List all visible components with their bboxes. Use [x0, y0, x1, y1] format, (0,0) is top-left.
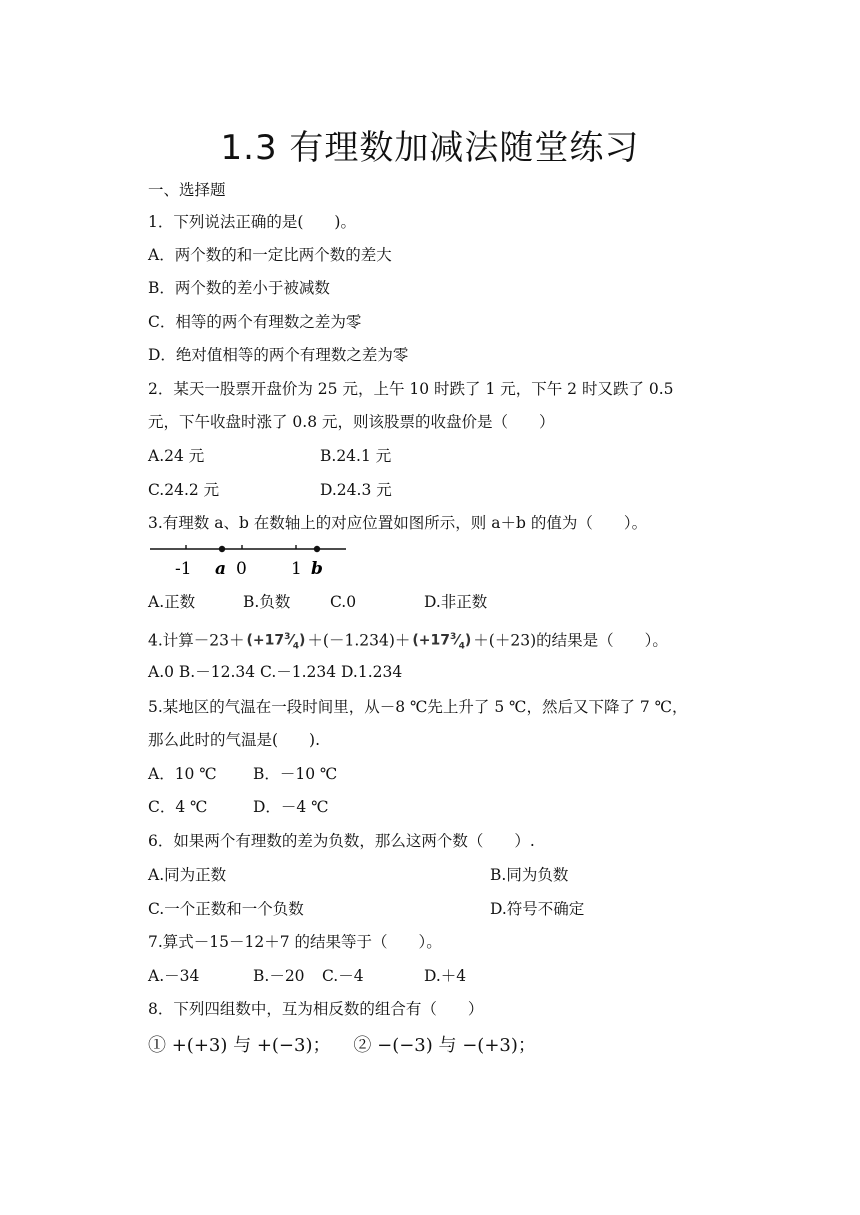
point-b	[314, 546, 320, 552]
question-2-option-d: D.24.3 元	[320, 481, 392, 499]
question-2-option-b: B.24.1 元	[320, 447, 392, 465]
question-7-option-a: A.－34	[148, 967, 200, 985]
label-0: 0	[236, 559, 247, 579]
mixed-number-image-1: $(+17^3⁄_4)$	[246, 632, 306, 652]
question-1-option-b: B．两个数的差小于被减数	[148, 279, 330, 297]
question-7-option-d: D.＋4	[424, 967, 467, 985]
question-2-stem-line1: 2．某天一股票开盘价为 25 元，上午 10 时跌了 1 元，下午 2 时又跌了 0.5	[148, 380, 674, 398]
question-6-option-b: B.同为负数	[490, 866, 569, 884]
question-5-stem-line2: 那么此时的气温是( ).	[148, 731, 321, 749]
question-4-stem-part-a: 4.计算－23＋	[148, 631, 245, 650]
label-b: b	[311, 559, 323, 579]
question-1-option-d: D．绝对值相等的两个有理数之差为零	[148, 346, 409, 364]
question-2-option-c: C.24.2 元	[148, 481, 220, 499]
label-minus-1: -1	[175, 559, 192, 579]
question-5-option-b: B．－10 ℃	[253, 765, 338, 783]
question-3-option-b: B.负数	[243, 593, 291, 611]
question-5-stem-line1: 5.某地区的气温在一段时间里，从－8 ℃先上升了 5 ℃，然后又下降了 7 ℃，	[148, 698, 688, 716]
question-3-stem: 3.有理数 a、b 在数轴上的对应位置如图所示，则 a＋b 的值为（ ）。	[148, 514, 648, 532]
question-7-option-c: C.－4	[322, 967, 364, 985]
label-a: a	[215, 559, 227, 579]
number-line-figure	[148, 540, 348, 580]
label-1: 1	[291, 559, 302, 579]
question-3-option-d: D.非正数	[424, 593, 488, 611]
question-1-option-a: A．两个数的和一定比两个数的差大	[148, 246, 392, 264]
question-6-option-a: A.同为正数	[148, 866, 227, 884]
question-8-stem: 8．下列四组数中，互为相反数的组合有（ ）	[148, 1000, 484, 1018]
question-4-stem-part-c: ＋(＋23)的结果是（ ）。	[473, 631, 668, 650]
question-8-item-1: ① +(+3) 与 +(−3)；	[148, 1035, 331, 1056]
question-4-options: A.0 B.－12.34 C.－1.234 D.1.234	[148, 663, 403, 681]
question-3-option-a: A.正数	[148, 593, 196, 611]
question-6-option-c: C.一个正数和一个负数	[148, 900, 304, 918]
question-1-stem: 1．下列说法正确的是( )。	[148, 213, 356, 231]
question-6-option-d: D.符号不确定	[490, 900, 585, 918]
question-5-option-d: D．－4 ℃	[253, 798, 329, 816]
question-4-stem-part-b: ＋(－1.234)＋	[307, 631, 411, 650]
question-7-option-b: B.－20	[253, 967, 305, 985]
mixed-number-image-2: $(+17^3⁄_4)$	[412, 632, 472, 652]
question-6-stem: 6．如果两个有理数的差为负数，那么这两个数（ ）.	[148, 832, 535, 850]
question-5-option-c: C．4 ℃	[148, 798, 208, 816]
question-3-option-c: C.0	[330, 593, 357, 611]
question-8-item-2: ② −(−3) 与 −(+3)；	[353, 1035, 536, 1056]
section-heading: 一、选择题	[148, 181, 226, 199]
question-7-stem: 7.算式－15－12＋7 的结果等于（ ）。	[148, 933, 442, 951]
question-8-items	[148, 1036, 536, 1056]
point-a	[219, 546, 225, 552]
question-2-option-a: A.24 元	[148, 447, 205, 465]
question-2-stem-line2: 元，下午收盘时涨了 0.8 元，则该股票的收盘价是（ ）	[148, 413, 555, 431]
page-title: 1.3 有理数加减法随堂练习	[220, 128, 640, 168]
question-4-stem	[148, 627, 668, 656]
question-1-option-c: C．相等的两个有理数之差为零	[148, 313, 362, 331]
question-5-option-a: A．10 ℃	[148, 765, 217, 783]
